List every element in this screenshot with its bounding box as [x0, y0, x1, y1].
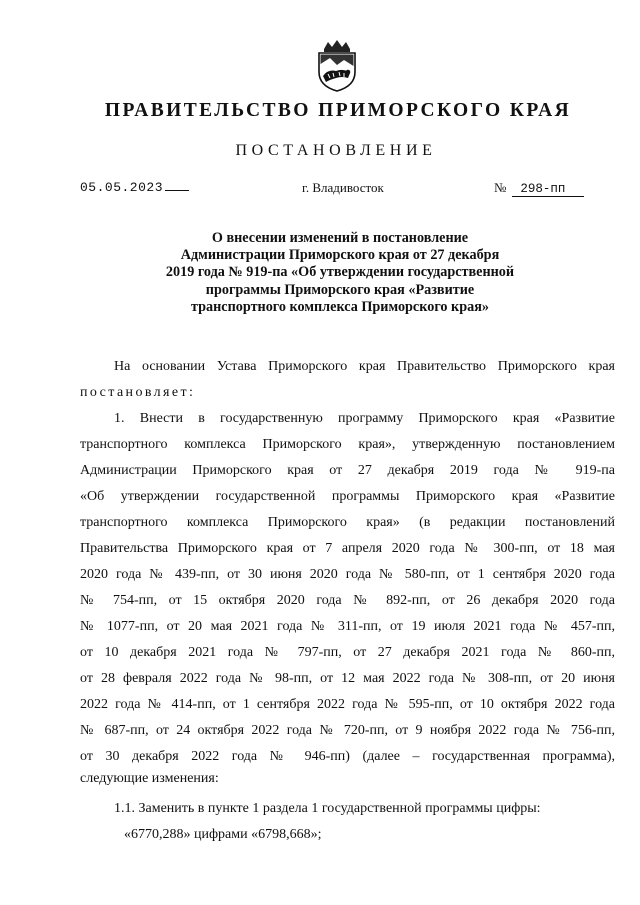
- document-date: [80, 180, 189, 195]
- body-line: транспортного комплекса Приморского края» (в редакции постановлений: [80, 515, 615, 530]
- subject-line: Администрации Приморского края от 27 декабря: [180, 247, 500, 264]
- government-title: ПРАВИТЕЛЬСТВО ПРИМОРСКОГО КРАЯ: [104, 100, 572, 121]
- body-line: следующие изменения:: [80, 771, 219, 786]
- body-line: 2020 года № 439-пп, от 30 июня 2020 года № 580-пп, от 1 сентября 2020 года: [80, 567, 615, 582]
- body-line: № 754-пп, от 15 октября 2020 года № 892-пп, от 26 декабря 2020 года: [80, 593, 615, 608]
- subject-line: программы Приморского края «Развитие: [205, 281, 475, 298]
- date-underline: [165, 190, 189, 191]
- subject-line: 2019 года № 919-па «Об утверждении государственной: [165, 264, 515, 281]
- body-line: 2022 года № 414-пп, от 1 сентября 2022 года № 595-пп, от 10 октября 2022 года: [80, 697, 615, 712]
- document-subject: [140, 230, 540, 316]
- body-line: Правительства Приморского края от 7 апреля 2020 года № 300-пп, от 18 мая: [80, 541, 615, 556]
- subject-line: транспортного комплекса Приморского края»: [191, 298, 489, 315]
- body-line: Администрации Приморского края от 27 декабря 2019 года № 919-па: [80, 463, 615, 478]
- body-line: «Об утверждении государственной программы Приморского края «Развитие: [80, 489, 615, 504]
- body-line: постановляет:: [80, 385, 196, 400]
- body-line: от 30 декабря 2022 года № 946-пп) (далее – государственная программа),: [80, 749, 615, 764]
- body-line: 1.1. Заменить в пункте 1 раздела 1 государственной программы цифры:: [114, 801, 541, 816]
- document-type: ПОСТАНОВЛЕНИЕ: [235, 142, 437, 159]
- coat-of-arms-emblem: [314, 40, 360, 92]
- body-line: транспортного комплекса Приморского края», утвержденную постановлением: [80, 437, 615, 452]
- date-value: 05.05.2023: [80, 180, 164, 195]
- document-number: [494, 180, 584, 197]
- number-value: 298-пп: [512, 182, 584, 197]
- body-line: от 28 февраля 2022 года № 98-пп, от 12 мая 2022 года № 308-пп, от 20 июня: [80, 671, 615, 686]
- body-line: № 1077-пп, от 20 мая 2021 года № 311-пп, от 19 июля 2021 года № 457-пп,: [80, 619, 615, 634]
- body-line: от 10 декабря 2021 года № 797-пп, от 27 декабря 2021 года № 860-пп,: [80, 645, 615, 660]
- body-line: На основании Устава Приморского края Правительство Приморского края: [114, 359, 615, 374]
- body-line: «6770,288» цифрами «6798,668»;: [124, 827, 322, 842]
- body-line: 1. Внести в государственную программу Приморского края «Развитие: [114, 411, 615, 426]
- body-line: № 687-пп, от 24 октября 2022 года № 720-пп, от 9 ноября 2022 года № 756-пп,: [80, 723, 615, 738]
- number-label: №: [494, 180, 507, 195]
- subject-line: О внесении изменений в постановление: [211, 230, 469, 246]
- document-city: г. Владивосток: [302, 180, 384, 195]
